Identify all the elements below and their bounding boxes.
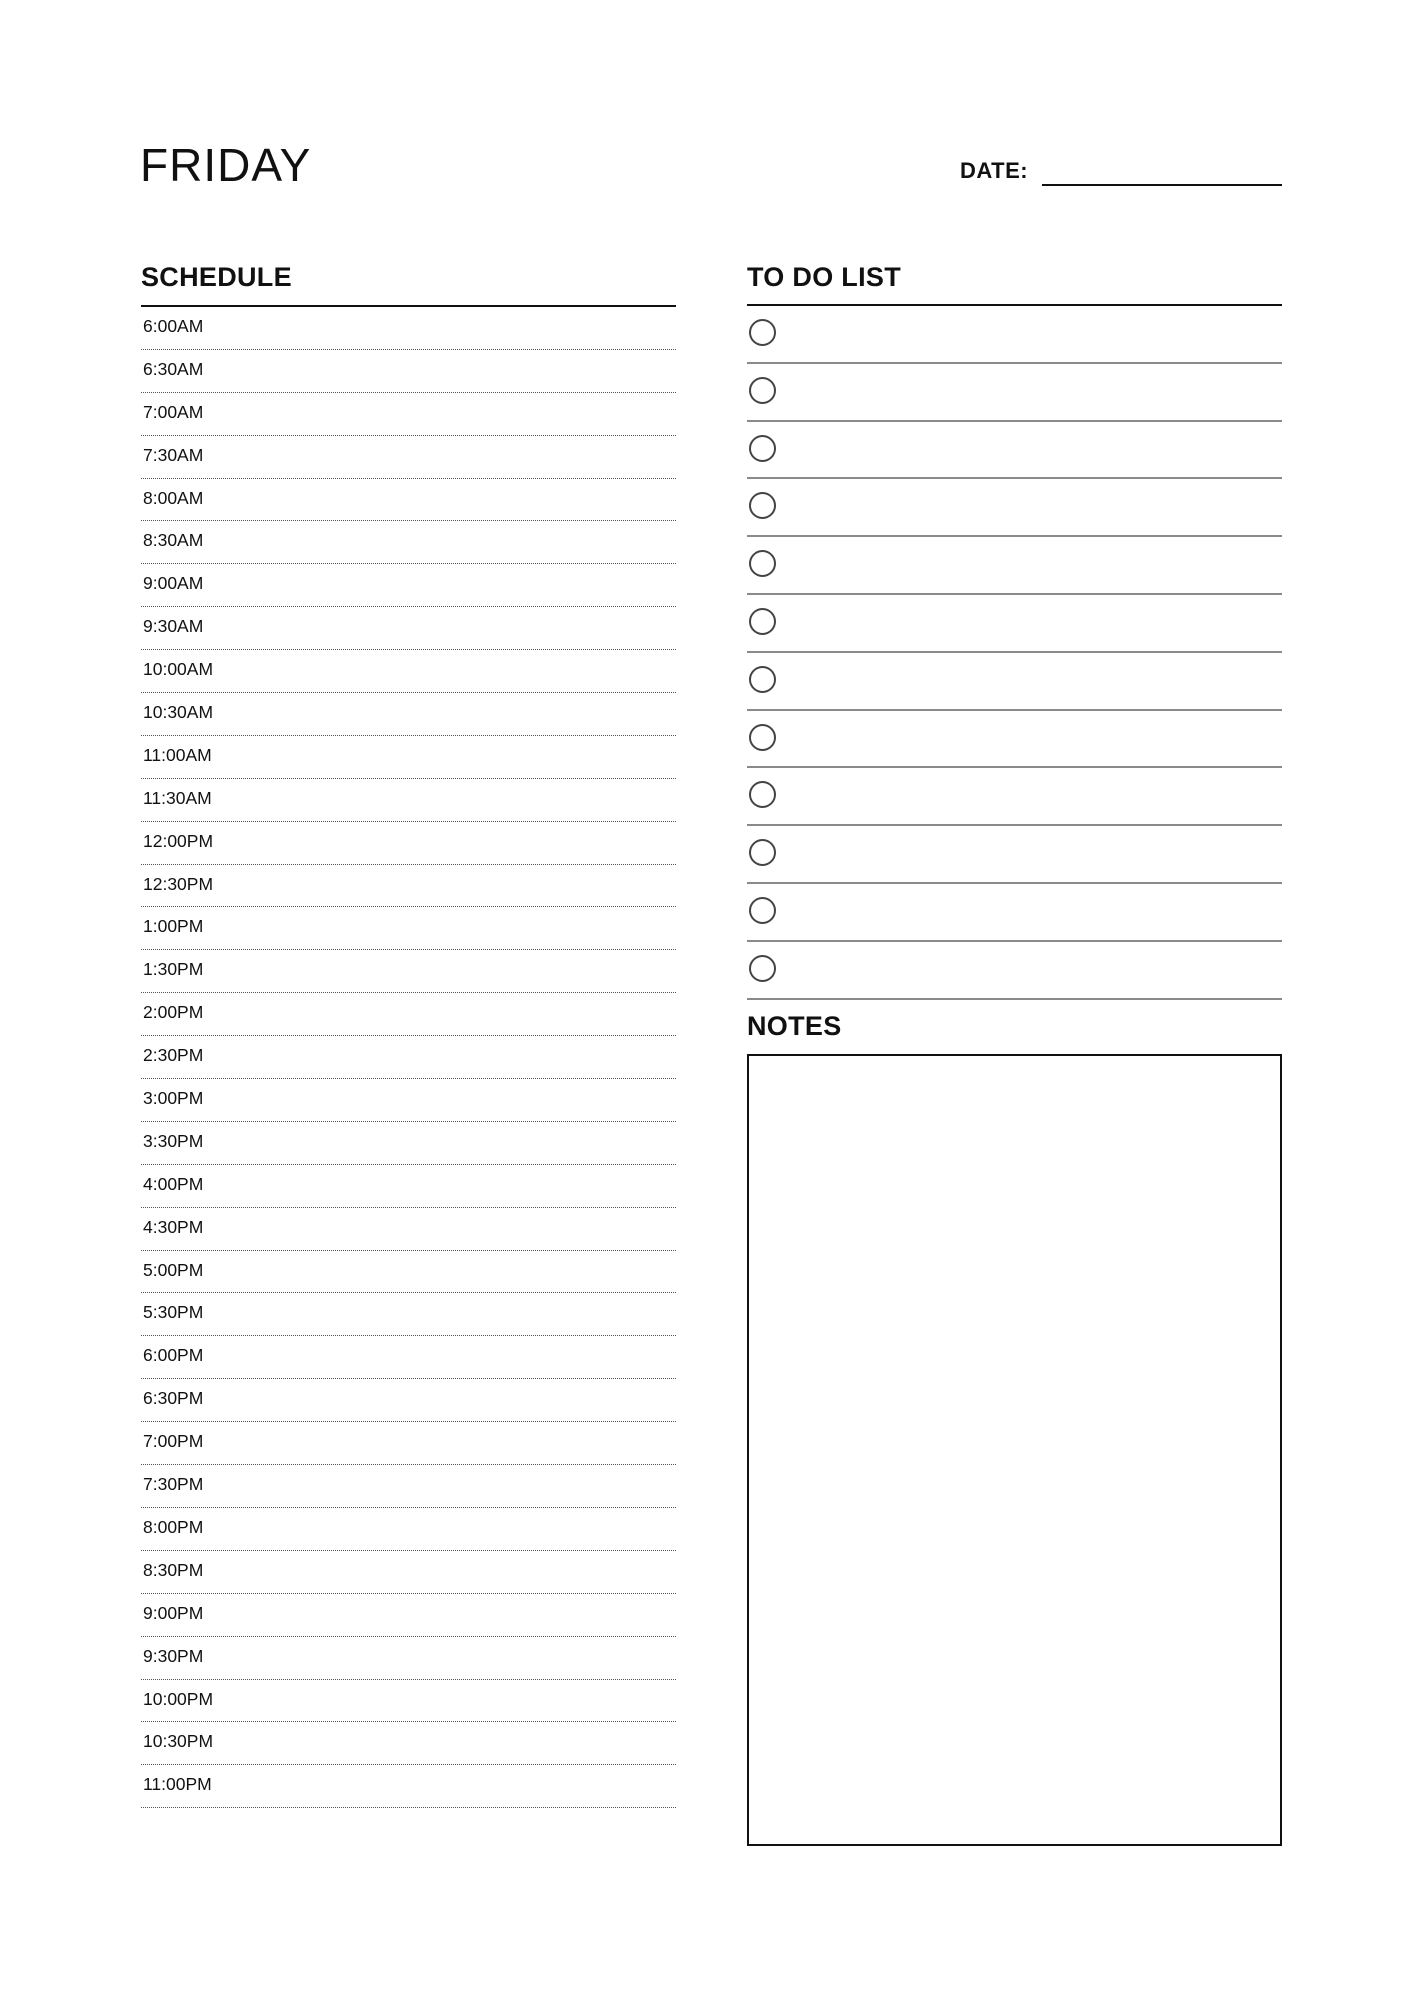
schedule-time-label: 7:30PM <box>143 1474 204 1495</box>
todo-item[interactable] <box>747 942 1282 1000</box>
schedule-time-label: 5:00PM <box>143 1259 204 1280</box>
schedule-row[interactable] <box>141 1465 676 1508</box>
todo-item[interactable] <box>747 884 1282 942</box>
todo-list <box>747 306 1282 1000</box>
schedule-time-label: 8:00AM <box>143 487 204 508</box>
checkbox-circle-icon[interactable] <box>749 781 776 808</box>
schedule-time-label: 4:00PM <box>143 1173 204 1194</box>
schedule-row[interactable] <box>141 950 676 993</box>
schedule-row[interactable] <box>141 350 676 393</box>
schedule-time-label: 5:30PM <box>143 1302 204 1323</box>
schedule-row[interactable] <box>141 1079 676 1122</box>
schedule-time-label: 8:30PM <box>143 1559 204 1580</box>
schedule-row[interactable] <box>141 1036 676 1079</box>
schedule-row[interactable] <box>141 993 676 1036</box>
checkbox-circle-icon[interactable] <box>749 608 776 635</box>
schedule-time-label: 9:30AM <box>143 616 204 637</box>
checkbox-circle-icon[interactable] <box>749 377 776 404</box>
todo-item[interactable] <box>747 537 1282 595</box>
schedule-time-label: 9:00PM <box>143 1602 204 1623</box>
todo-item[interactable] <box>747 826 1282 884</box>
schedule-row[interactable] <box>141 1637 676 1680</box>
schedule-row[interactable] <box>141 1165 676 1208</box>
schedule-row[interactable] <box>141 607 676 650</box>
schedule-row[interactable] <box>141 650 676 693</box>
schedule-time-label: 12:30PM <box>143 873 214 894</box>
todo-heading: TO DO LIST <box>747 262 902 292</box>
date-field[interactable] <box>960 158 1282 188</box>
todo-item[interactable] <box>747 595 1282 653</box>
checkbox-circle-icon[interactable] <box>749 319 776 346</box>
schedule-time-label: 3:30PM <box>143 1130 204 1151</box>
schedule-row[interactable] <box>141 1508 676 1551</box>
todo-item[interactable] <box>747 306 1282 364</box>
schedule-row[interactable] <box>141 736 676 779</box>
checkbox-circle-icon[interactable] <box>749 724 776 751</box>
schedule-row[interactable] <box>141 1336 676 1379</box>
schedule-row[interactable] <box>141 1765 676 1808</box>
schedule-time-label: 7:30AM <box>143 444 204 465</box>
schedule-time-label: 11:30AM <box>143 787 212 808</box>
schedule-time-label: 10:30PM <box>143 1731 214 1752</box>
schedule-row[interactable] <box>141 1122 676 1165</box>
page-title: FRIDAY <box>140 139 312 191</box>
date-label: DATE: <box>960 158 1029 183</box>
schedule-time-label: 6:00PM <box>143 1345 204 1366</box>
todo-item[interactable] <box>747 479 1282 537</box>
schedule-time-label: 6:00AM <box>143 316 204 336</box>
schedule-row[interactable] <box>141 479 676 522</box>
schedule-time-label: 10:30AM <box>143 702 214 723</box>
schedule-row[interactable] <box>141 393 676 436</box>
schedule-row[interactable] <box>141 1722 676 1765</box>
notes-area[interactable] <box>747 1054 1282 1846</box>
checkbox-circle-icon[interactable] <box>749 955 776 982</box>
schedule-time-label: 7:00PM <box>143 1431 204 1452</box>
schedule-row[interactable] <box>141 1680 676 1723</box>
schedule-time-label: 10:00AM <box>143 659 214 680</box>
todo-item[interactable] <box>747 364 1282 422</box>
schedule-row[interactable] <box>141 1594 676 1637</box>
schedule-row[interactable] <box>141 1208 676 1251</box>
schedule-time-label: 3:00PM <box>143 1088 204 1109</box>
schedule-row[interactable] <box>141 1379 676 1422</box>
date-input-line[interactable] <box>1042 184 1282 186</box>
schedule-time-label: 10:00PM <box>143 1688 214 1709</box>
checkbox-circle-icon[interactable] <box>749 897 776 924</box>
schedule-row[interactable] <box>141 521 676 564</box>
schedule-row[interactable] <box>141 822 676 865</box>
todo-item[interactable] <box>747 768 1282 826</box>
todo-item[interactable] <box>747 653 1282 711</box>
checkbox-circle-icon[interactable] <box>749 550 776 577</box>
notes-heading: NOTES <box>747 1011 842 1041</box>
schedule-time-label: 6:30PM <box>143 1388 204 1409</box>
schedule-time-label: 7:00AM <box>143 401 204 422</box>
schedule-time-label: 1:30PM <box>143 959 204 980</box>
schedule-time-label: 8:30AM <box>143 530 204 551</box>
schedule-row[interactable] <box>141 307 676 350</box>
schedule-time-label: 9:00AM <box>143 573 204 594</box>
schedule-time-label: 2:00PM <box>143 1002 204 1023</box>
schedule-time-label: 12:00PM <box>143 830 214 851</box>
checkbox-circle-icon[interactable] <box>749 839 776 866</box>
schedule-row[interactable] <box>141 436 676 479</box>
schedule-time-label: 11:00AM <box>143 744 212 765</box>
schedule-row[interactable] <box>141 1251 676 1294</box>
schedule-row[interactable] <box>141 779 676 822</box>
schedule-row[interactable] <box>141 1422 676 1465</box>
schedule-row[interactable] <box>141 693 676 736</box>
schedule-row[interactable] <box>141 907 676 950</box>
schedule-row[interactable] <box>141 865 676 908</box>
schedule-time-label: 4:30PM <box>143 1216 204 1237</box>
schedule-list <box>141 307 676 1808</box>
schedule-time-label: 6:30AM <box>143 358 204 379</box>
schedule-time-label: 8:00PM <box>143 1516 204 1537</box>
checkbox-circle-icon[interactable] <box>749 492 776 519</box>
todo-item[interactable] <box>747 422 1282 480</box>
schedule-heading: SCHEDULE <box>141 262 292 292</box>
schedule-row[interactable] <box>141 1293 676 1336</box>
schedule-row[interactable] <box>141 1551 676 1594</box>
schedule-time-label: 1:00PM <box>143 916 204 937</box>
schedule-row[interactable] <box>141 564 676 607</box>
checkbox-circle-icon[interactable] <box>749 435 776 462</box>
todo-item[interactable] <box>747 711 1282 769</box>
schedule-time-label: 9:30PM <box>143 1645 204 1666</box>
checkbox-circle-icon[interactable] <box>749 666 776 693</box>
schedule-time-label: 2:30PM <box>143 1045 204 1066</box>
schedule-time-label: 11:00PM <box>143 1774 212 1795</box>
